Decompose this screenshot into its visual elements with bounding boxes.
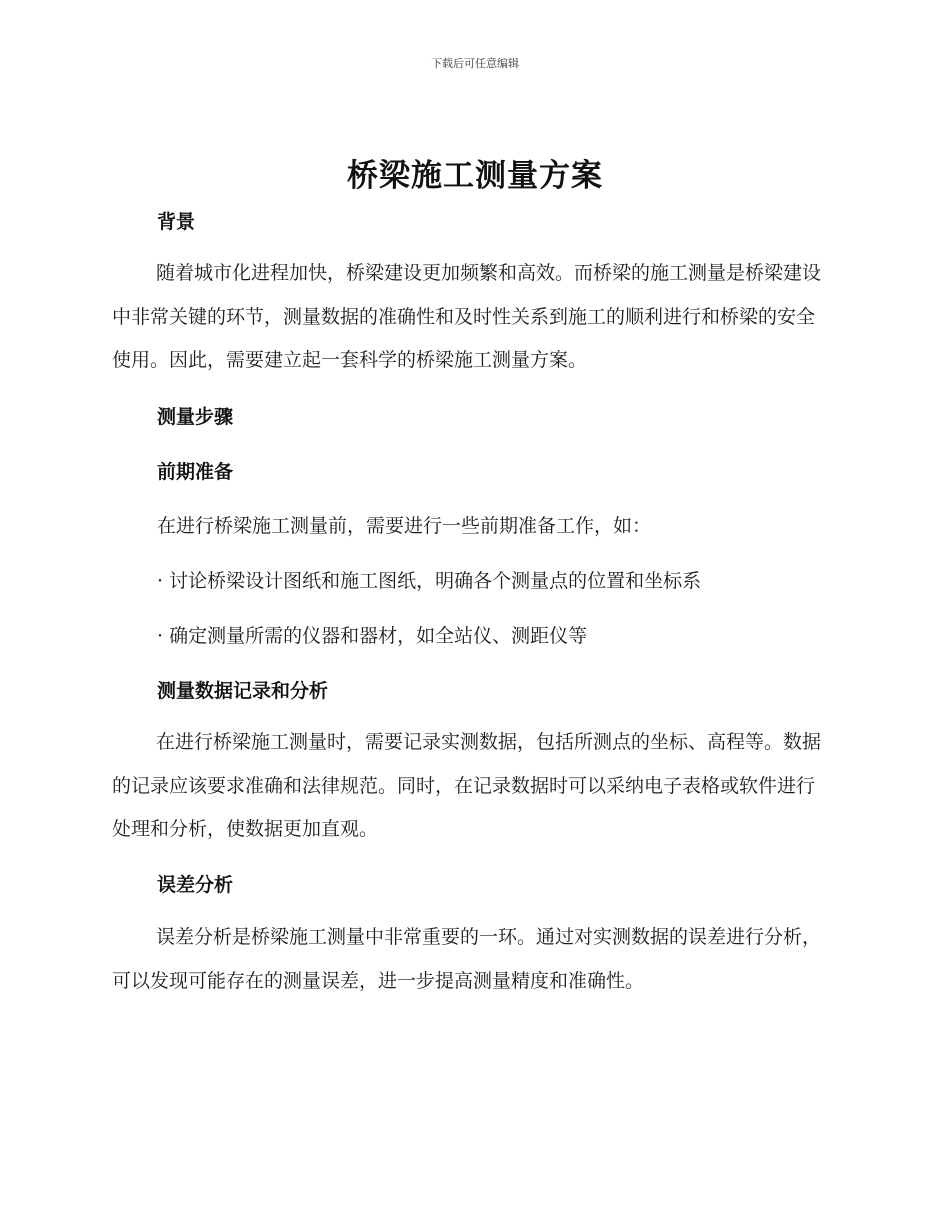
list-item-prep-1: · 讨论桥梁设计图纸和施工图纸，明确各个测量点的位置和坐标系 bbox=[157, 570, 702, 592]
paragraph-error: 误差分析是桥梁施工测量中非常重要的一环。通过对实测数据的误差进行分析，可以发现可能存在的测量误差，进一步提高测量精度和准确性。 bbox=[112, 926, 822, 992]
list-item-prep-2: · 确定测量所需的仪器和器材，如全站仪、测距仪等 bbox=[157, 625, 588, 647]
document-title: 桥梁施工测量方案 bbox=[347, 158, 603, 194]
paragraph-background: 随着城市化进程加快，桥梁建设更加频繁和高效。而桥梁的施工测量是桥梁建设中非常关键的环节，测量数据的准确性和及时性关系到施工的顺利进行和桥梁的安全使用。因此，需要建立起一套科学的桥梁施工测量方案。 bbox=[112, 262, 822, 371]
header-note: 下载后可任意编辑 bbox=[431, 57, 519, 70]
paragraph-prep-intro: 在进行桥梁施工测量前，需要进行一些前期准备工作，如： bbox=[157, 515, 652, 537]
heading-record: 测量数据记录和分析 bbox=[157, 680, 329, 702]
paragraph-record: 在进行桥梁施工测量时，需要记录实测数据，包括所测点的坐标、高程等。数据的记录应该要求准确和法律规范。同时，在记录数据时可以采纳电子表格或软件进行处理和分析，使数据更加直观。 bbox=[112, 731, 822, 840]
heading-background: 背景 bbox=[157, 211, 196, 233]
heading-error: 误差分析 bbox=[157, 874, 234, 896]
heading-prep: 前期准备 bbox=[157, 461, 234, 483]
heading-steps: 测量步骤 bbox=[157, 406, 234, 428]
